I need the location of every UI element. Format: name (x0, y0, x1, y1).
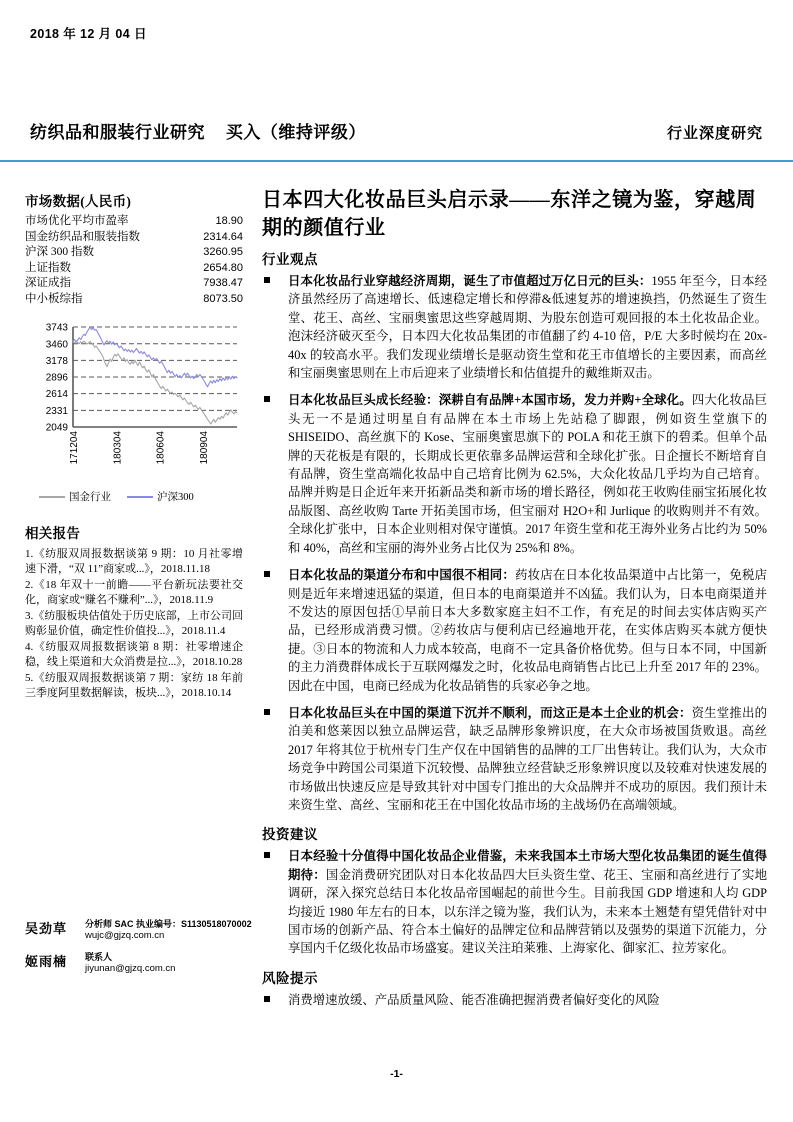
market-data-label: 市场优化平均市盈率 (25, 215, 129, 227)
related-reports-heading: 相关报告 (25, 526, 81, 541)
section-heading: 风险提示 (262, 970, 318, 986)
bullet-body: 资生堂推出的泊美和悠莱因以独立品牌运营，缺乏品牌形象辨识度，在大众市场被国货败退。高丝 2017 年将其位于杭州专门生产仅在中国销售的品牌的工厂出售转让。我们认为，大众市场竞争中跨国公司渠道下沉较慢、品牌独立经营缺乏形象辨识度以及较难对快速发展的市场做出快速反应是导致其针对中国专门推出的大众品牌并不成功的原因。我们预计未来资生堂、高丝、宝丽和花王在中国化妆品市场的主战场仍在高端领域。 (288, 705, 768, 812)
bullet-paragraph (288, 391, 767, 557)
chart-y-tick: 3460 (45, 339, 68, 351)
chart-y-tick: 2331 (45, 405, 68, 417)
bullet-square-icon (264, 571, 270, 577)
report-type: 行业深度研究 (666, 126, 763, 142)
rating-badge: 买入（维持评级） (225, 123, 366, 142)
analyst-row (25, 951, 255, 975)
analyst-meta (85, 951, 255, 975)
chart-y-tick: 2614 (45, 389, 68, 401)
market-data-label: 沪深 300 指数 (25, 246, 94, 258)
bullet-item (262, 704, 767, 814)
market-data-value: 18.90 (215, 215, 243, 227)
market-data-row (25, 292, 243, 308)
header-divider (0, 160, 793, 162)
chart-x-tick: 180904 (198, 431, 210, 465)
bullet-square-icon (264, 277, 270, 283)
bullet-body: 消费增速放缓、产品质量风险、能否准确把握消费者偏好变化的风险 (288, 992, 660, 1007)
page-number: -1- (390, 1068, 403, 1080)
chart-legend-label: 沪深300 (157, 492, 194, 503)
related-report-item[interactable]: 5.《纺服双周报数据谈第 7 期：家纺 18 年前三季度阿里数据解读，板块...》，2018.10.14 (25, 672, 243, 699)
chart-y-tick: 2049 (45, 422, 68, 434)
related-report-item[interactable]: 3.《纺服板块估值处于历史底部，上市公司回购彰显价值，确定性价值投...》，2018.11.4 (25, 610, 243, 637)
header-title-bar (0, 118, 793, 160)
chart-legend-swatch (39, 496, 65, 498)
bullet-paragraph (288, 704, 767, 814)
main-content (262, 186, 767, 1018)
bullet-body: 四大化妆品巨头无一不是通过明星自有品牌在本土市场上先站稳了脚跟，例如资生堂旗下的 SHISEIDO、高丝旗下的 Kose、宝丽奥蜜思旗下的 POLA 和花王旗下的碧柔。但单个品牌的天花板是有限的，长期成长更依靠多品牌运营和全球化扩张。日企擅长不断培育自有品牌，资生堂高端化妆品中自己培育比例为 62.5%，大众化妆品几乎均为自己培育。品牌并购是日企近年来开拓新品类和新市场的增长路径，例如花王收购佳丽宝拓展化妆品版图、高丝收购 Tarte 开拓美国市场，但宝丽对 H2O+和 Jurlique 的收购则并不有效。全球化扩张中，日本企业则相对保守谨慎。2017 年资生堂和花王海外业务占比约为 50%和 40%，高丝和宝丽的海外业务占比仅为 25%和 8%。 (288, 393, 768, 555)
bullet-lead: 日本经验十分值得中国化妆品企业借鉴，未来我国本土市场大型化妆品集团的诞生值得期待： (288, 849, 767, 882)
performance-chart (25, 321, 243, 506)
bullet-lead: 日本化妆品行业穿越经济周期，诞生了市值超过万亿日元的巨头： (288, 274, 652, 288)
market-data-value: 8073.50 (203, 292, 243, 305)
page-title: 日本四大化妆品巨头启示录——东洋之镜为鉴，穿越周期的颜值行业 (262, 189, 757, 239)
market-data-table (25, 214, 243, 307)
market-data-label: 国金纺织品和服装指数 (25, 230, 140, 243)
analyst-name: 吴劲草 (25, 921, 68, 936)
bullet-paragraph (288, 272, 767, 382)
analyst-name: 姬雨楠 (25, 954, 68, 969)
bullet-paragraph (288, 847, 767, 957)
market-data-value: 7938.47 (203, 277, 243, 289)
related-report-item[interactable]: 4.《纺服双周报数据谈第 8 期：社零增速企稳，线上渠道和大众消费是拉...》，2018.10.28 (25, 641, 243, 668)
bullet-square-icon (264, 852, 270, 858)
analyst-row (25, 918, 255, 942)
header-left-group (30, 118, 366, 143)
chart-y-tick: 2896 (45, 372, 68, 384)
industry-title: 纺织品和服装行业研究 (30, 123, 205, 142)
related-report-item[interactable]: 1.《纺服双周报数据谈第 9 期：10 月社零增速下滑，“双 11”商家或...》，2018.11.18 (25, 548, 243, 575)
section-heading: 投资建议 (262, 827, 318, 843)
bullet-item (262, 391, 767, 557)
bullet-body: 1955 年至今，日本经济虽然经历了高速增长、低速稳定增长和停滞&低速复苏的增速换挡，仍然诞生了资生堂、花王、高丝、宝丽奥蜜思这些穿越周期、为股东创造可观回报的本土化妆品企业。泡沫经济破灭至今，日本四大化妆品集团的市值翻了约 4-10 倍，P/E 大多时候均在 20x-40x 的较高水平。我们发现业绩增长是驱动资生堂和花王市值增长的主要因素，而高丝和宝丽奥蜜思则在上市后迎来了业绩增长和估值提升的戴维斯双击。 (288, 274, 768, 381)
bullet-lead: 日本化妆品巨头在中国的渠道下沉并不顺利，而这正是本土企业的机会： (288, 705, 692, 720)
analyst-role: 分析师 SAC 执业编号：S1130518070002 (85, 919, 252, 929)
chart-x-tick: 180604 (155, 431, 167, 465)
bullet-item (262, 566, 767, 695)
market-data-label: 深证成指 (25, 277, 71, 289)
related-report-item[interactable]: 2.《18 年双十一前瞻——平台新玩法要社交化，商家或“赚名不赚利”...》，2018.11.9 (25, 579, 243, 606)
market-data-row (25, 230, 243, 246)
bullet-square-icon (264, 396, 270, 402)
market-data-value: 3260.95 (203, 246, 243, 258)
chart-x-tick: 180304 (112, 431, 124, 465)
chart-canvas (25, 321, 243, 473)
analyst-role: 联系人 (85, 952, 113, 962)
bullet-item (262, 847, 767, 957)
analyst-email[interactable]: jiyunan@gjzq.com.cn (85, 963, 176, 974)
analyst-block (25, 918, 255, 984)
chart-legend-item (127, 489, 194, 504)
bullet-body: 国金消费研究团队对日本化妆品四大巨头资生堂、花王、宝丽和高丝进行了实地调研，深入探究总结日本化妆品帝国崛起的前世今生。目前我国 GDP 增速和人均 GDP 均接近 1980 年左右的日本，以东洋之镜为鉴，我们认为，未来本土翘楚有望凭借针对中国市场的创新产品、符合本土偏好的品牌定位和品牌营销以及强势的渠道下沉能力，分享国内千亿级化妆品市场盛宴。建议关注珀莱雅、上海家化、御家汇、拉芳家化。 (288, 867, 768, 956)
market-data-row (25, 276, 243, 292)
sidebar (25, 190, 243, 702)
analyst-meta (85, 918, 255, 942)
chart-legend (39, 489, 194, 504)
bullet-body: 药妆店在日本化妆品渠道中占比第一，免税店则是近年来增速迅猛的渠道，但日本的电商渠道并不凶猛。我们认为，日本电商渠道并不发达的原因包括①早前日本大多数家庭主妇不工作，有充足的时间去实体店购买产品，已经形成消费习惯。②药妆店与便利店已经遍地开花，在实体店购买本就方便快捷。③日本的物流和人力成本较高，电商不一定具备价格优势。但与日本不同，中国新的主力消费群体成长于互联网爆发之时，化妆品电商销售占比已上升至 2017 年的 23%。因此在中国，电商已经成为化妆品销售的兵家必争之地。 (288, 568, 768, 693)
market-data-row (25, 245, 243, 261)
document-date: 2018 年 12 月 04 日 (30, 27, 147, 41)
chart-y-tick: 3743 (45, 322, 68, 334)
bullet-paragraph (288, 991, 767, 1009)
chart-legend-swatch (127, 496, 153, 498)
market-data-heading: 市场数据(人民币) (25, 194, 132, 209)
related-reports (25, 522, 243, 701)
bullet-item (262, 991, 767, 1009)
market-data-row (25, 214, 243, 230)
bullet-item (262, 272, 767, 382)
bullet-square-icon (264, 996, 270, 1002)
chart-legend-label: 国金行业 (69, 492, 111, 503)
chart-x-tick: 171204 (69, 431, 80, 465)
bullet-lead: 日本化妆品的渠道分布和中国很不相同： (288, 568, 515, 583)
related-reports-list (25, 547, 243, 701)
section-heading: 行业观点 (262, 252, 318, 267)
bullet-lead: 日本化妆品巨头成长经验：深耕自有品牌+本国市场，发力并购+全球化。 (288, 393, 692, 408)
sections-container (262, 248, 767, 1009)
chart-legend-item (39, 489, 111, 504)
analyst-email[interactable]: wujc@gjzq.com.cn (85, 930, 165, 941)
market-data-value: 2314.64 (203, 230, 243, 243)
market-data-value: 2654.80 (203, 261, 243, 274)
bullet-paragraph (288, 566, 767, 695)
market-data-row (25, 261, 243, 277)
market-data-label: 上证指数 (25, 261, 71, 274)
bullet-square-icon (264, 709, 270, 715)
chart-y-tick: 3178 (45, 355, 68, 367)
market-data-label: 中小板综指 (25, 292, 83, 305)
